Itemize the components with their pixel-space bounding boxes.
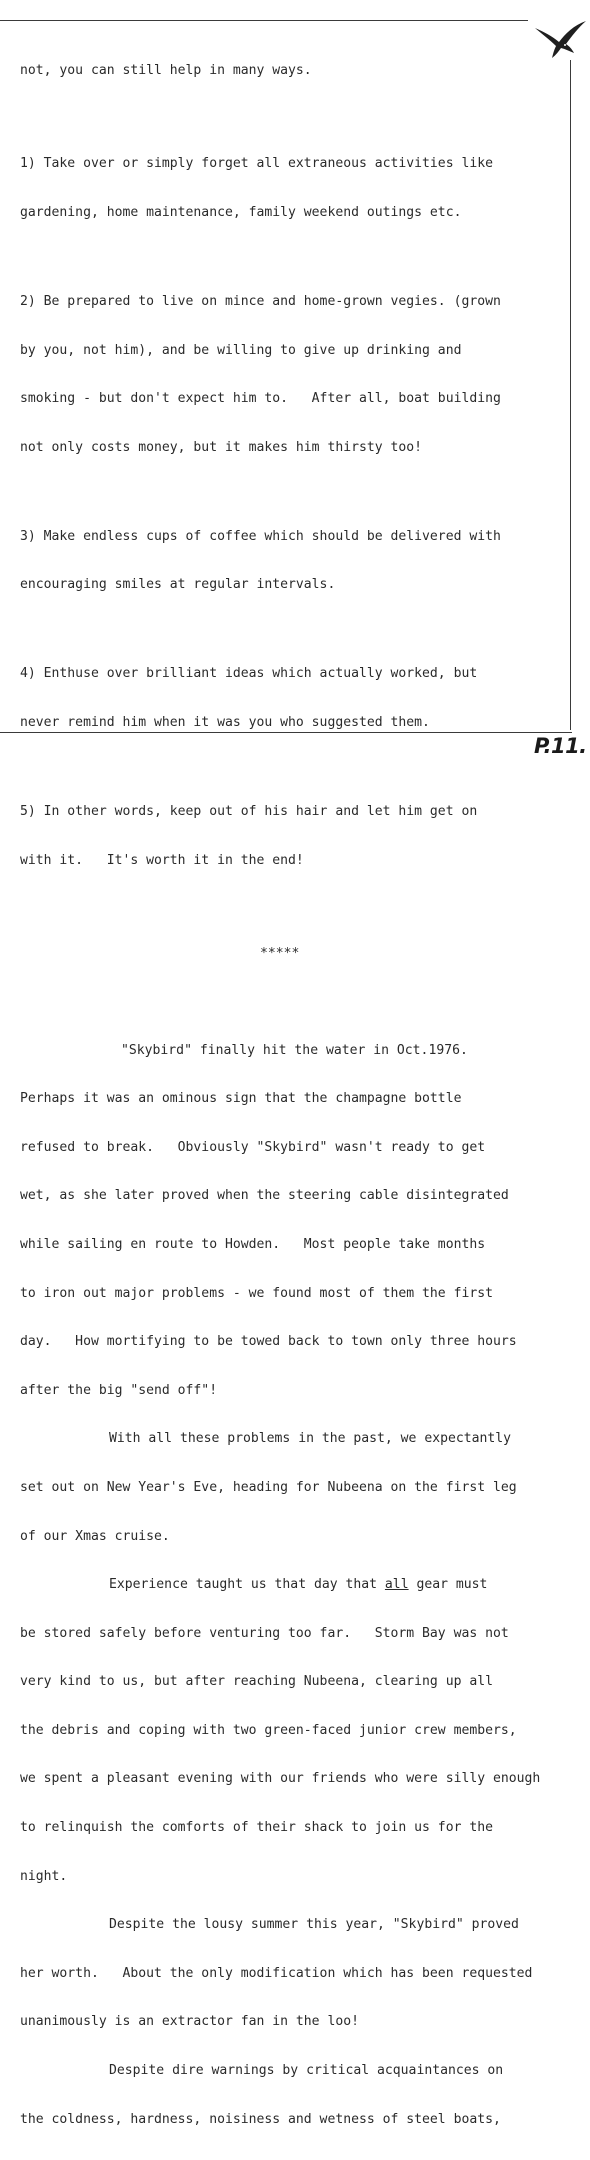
paragraph-line: unanimously is an extractor fan in the loo! [20, 2014, 359, 2030]
text-fragment: gear must [408, 1577, 488, 1593]
paragraph-line: be stored safely before venturing too far. Storm Bay was not [20, 1625, 509, 1641]
paragraph-line [20, 1577, 572, 1593]
top-border-line [0, 20, 528, 21]
paragraph-line: Perhaps it was an ominous sign that the champagne bottle [20, 1091, 462, 1107]
paragraph-line: the debris and coping with two green-faced junior crew members, [20, 1722, 517, 1738]
paragraph-line: wet, as she later proved when the steering cable disintegrated [20, 1188, 509, 1204]
paragraph-line: Despite dire warnings by critical acquaintances on [109, 2063, 504, 2079]
paragraph-line: very kind to us, but after reaching Nubeena, clearing up all [20, 1674, 493, 1690]
text-fragment: Experience taught us that day that [109, 1577, 385, 1593]
list-item-4-line: 4) Enthuse over brilliant ideas which actually worked, but [20, 666, 478, 682]
list-item-1-line: 1) Take over or simply forget all extraneous activities like [20, 156, 493, 172]
paragraph-line: to relinquish the comforts of their shack to join us for the [20, 1820, 493, 1836]
article-body [20, 31, 572, 2160]
paragraph-line: set out on New Year's Eve, heading for Nubeena on the first leg [20, 1479, 517, 1495]
list-item-2-line: not only costs money, but it makes him thirsty too! [20, 439, 423, 455]
list-item-3-line: 3) Make endless cups of coffee which should be delivered with [20, 528, 501, 544]
page-number: P.11. [534, 734, 587, 758]
paragraph-line: day. How mortifying to be towed back to town only three hours [20, 1334, 517, 1350]
paragraph-line: we spent a pleasant evening with our friends who were silly enough [20, 1771, 541, 1787]
paragraph-line: refused to break. Obviously "Skybird" wasn't ready to get [20, 1139, 486, 1155]
list-item-5-line: with it. It's worth it in the end! [20, 852, 304, 868]
paragraph-line: after the big "send off"! [20, 1382, 218, 1398]
section-divider-stars: ***** [260, 945, 300, 961]
paragraph-line: With all these problems in the past, we expectantly [109, 1431, 512, 1447]
list-item-4-line: never remind him when it was you who suggested them. [20, 714, 430, 730]
paragraph-line: to iron out major problems - we found most of them the first [20, 1285, 493, 1301]
list-item-2-line: by you, not him), and be willing to give up drinking and [20, 342, 462, 358]
list-item-1-line: gardening, home maintenance, family weekend outings etc. [20, 205, 462, 220]
list-item-2-line: smoking - but don't expect him to. After all, boat building [20, 391, 501, 407]
paragraph-line: her worth. About the only modification which has been requested [20, 1965, 533, 1981]
paragraph-line: night. [20, 1868, 68, 1884]
paragraph-line: while sailing en route to Howden. Most people take months [20, 1236, 486, 1252]
paragraph-line: of our Xmas cruise. [20, 1528, 170, 1544]
list-item-2-line: 2) Be prepared to live on mince and home-grown vegies. (grown [20, 294, 501, 309]
list-item-5-line: 5) In other words, keep out of his hair and let him get on [20, 803, 478, 819]
underlined-word: all [384, 1577, 409, 1593]
text-line: not, you can still help in many ways. [20, 63, 312, 79]
list-item-3-line: encouraging smiles at regular intervals. [20, 577, 336, 593]
paragraph-line: Despite the lousy summer this year, "Skybird" proved [109, 1917, 519, 1933]
paragraph-line: the coldness, hardness, noisiness and wetness of steel boats, [20, 2111, 501, 2127]
paragraph-line: "Skybird" finally hit the water in Oct.1976. [121, 1042, 468, 1058]
